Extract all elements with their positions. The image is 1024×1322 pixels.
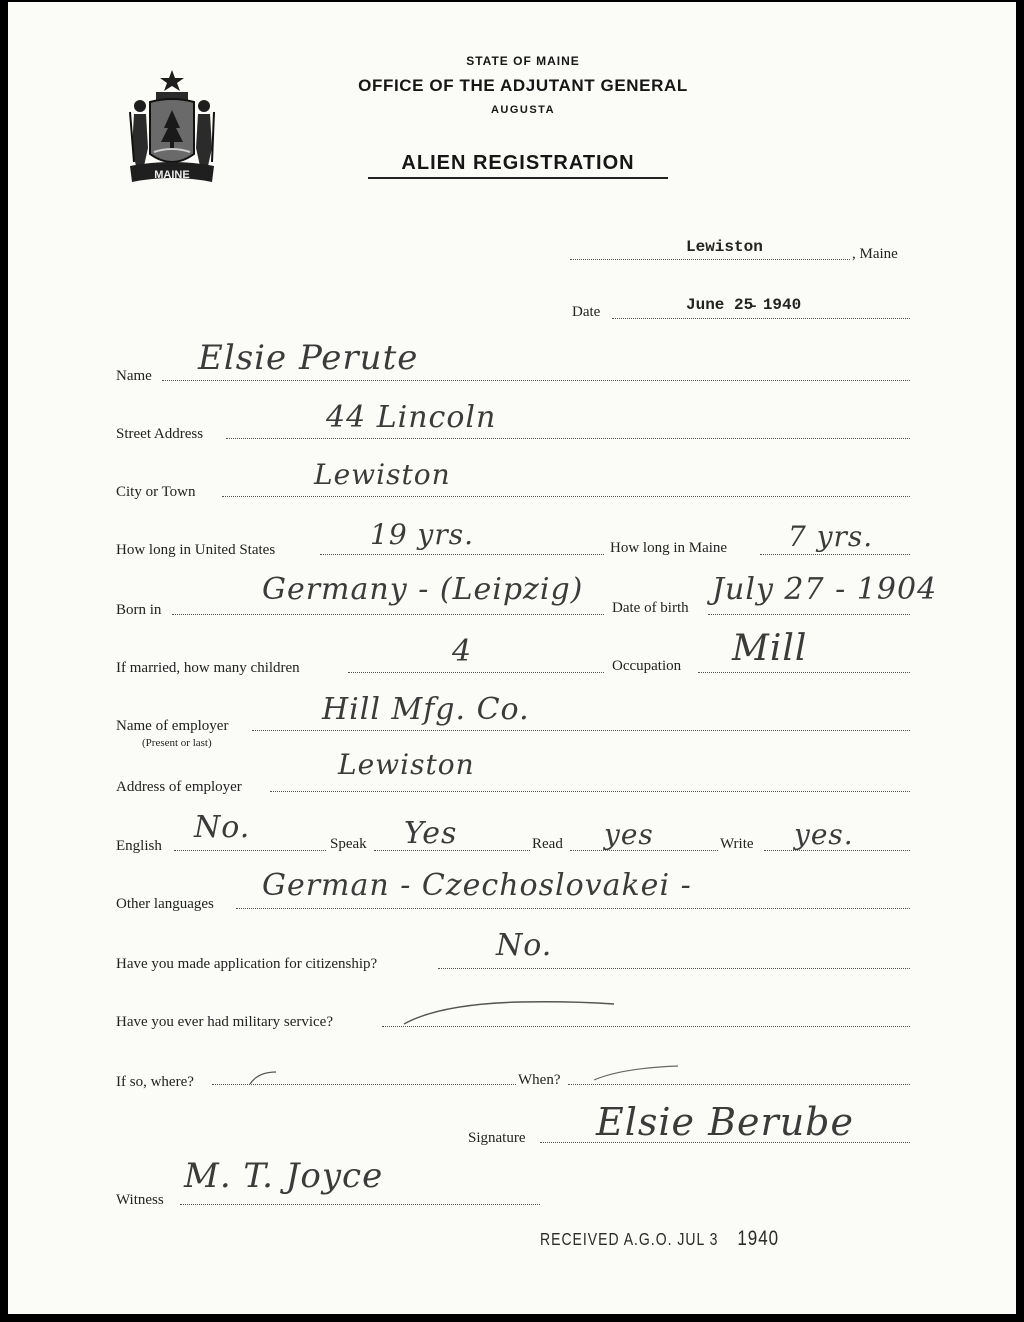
street-line <box>226 438 910 439</box>
date-label: Date <box>572 304 601 320</box>
header-office: OFFICE OF THE ADJUTANT GENERAL <box>358 76 688 95</box>
place-suffix: , Maine <box>852 246 898 262</box>
military-label: Have you ever had military service? <box>116 1014 333 1030</box>
employer-address-label: Address of employer <box>116 779 242 795</box>
maine-duration-line <box>760 554 910 555</box>
write-label: Write <box>720 836 754 852</box>
citizenship-value: No. <box>496 928 553 963</box>
name-line <box>162 380 910 381</box>
received-stamp-year: 1940 <box>737 1226 780 1250</box>
employer-label: Name of employer <box>116 718 229 734</box>
witness-line <box>180 1204 540 1205</box>
svg-text:MAINE: MAINE <box>154 169 190 181</box>
other-languages-line <box>236 908 910 909</box>
children-value: 4 <box>452 634 473 669</box>
born-label: Born in <box>116 602 162 618</box>
when-line <box>568 1084 910 1085</box>
us-duration-label: How long in United States <box>116 542 276 558</box>
where-pen-stroke <box>248 1068 308 1086</box>
born-value: Germany - (Leipzig) <box>262 572 584 607</box>
maine-duration-value: 7 yrs. <box>788 520 874 553</box>
english-value: No. <box>194 810 251 845</box>
header-state: STATE OF MAINE <box>466 54 580 68</box>
date-line <box>612 318 910 319</box>
children-label: If married, how many children <box>116 660 300 676</box>
received-stamp-text: RECEIVED A.G.O. JUL 3 <box>540 1228 719 1249</box>
born-line <box>172 614 604 615</box>
employer-sublabel: (Present or last) <box>142 737 212 749</box>
read-value: yes <box>604 818 654 851</box>
dob-label: Date of birth <box>612 600 689 616</box>
write-value: yes. <box>794 818 854 851</box>
dob-line <box>708 614 910 615</box>
name-value: Elsie Perute <box>198 338 419 378</box>
read-label: Read <box>532 836 563 852</box>
where-label: If so, where? <box>116 1074 194 1090</box>
place-line <box>570 259 850 260</box>
occupation-label: Occupation <box>612 658 682 674</box>
place-value: Lewiston <box>686 238 763 256</box>
citizenship-line <box>438 968 910 969</box>
employer-line <box>252 730 910 731</box>
occupation-value: Mill <box>732 628 808 669</box>
other-languages-label: Other languages <box>116 896 214 912</box>
other-languages-value: German - Czechoslovakei - <box>262 868 692 903</box>
form-title: ALIEN REGISTRATION <box>368 152 668 179</box>
english-label: English <box>116 838 162 854</box>
signature-value: Elsie Berube <box>596 1100 854 1144</box>
signature-label: Signature <box>468 1130 526 1146</box>
speak-label: Speak <box>330 836 367 852</box>
when-label: When? <box>518 1072 561 1088</box>
header-city: AUGUSTA <box>490 104 556 116</box>
employer-address-line <box>270 791 910 792</box>
employer-address-value: Lewiston <box>338 748 475 781</box>
english-line <box>174 850 326 851</box>
street-label: Street Address <box>116 426 204 442</box>
employer-value: Hill Mfg. Co. <box>322 692 530 727</box>
maine-state-seal <box>120 66 224 190</box>
maine-duration-label: How long in Maine <box>610 540 728 556</box>
city-value: Lewiston <box>314 458 451 491</box>
received-stamp <box>540 1226 779 1251</box>
date-value: June 25̵ 1940 <box>686 296 802 314</box>
dob-value: July 27 - 1904 <box>712 572 938 607</box>
witness-label: Witness <box>116 1192 164 1208</box>
witness-value: M. T. Joyce <box>184 1156 384 1196</box>
speak-value: Yes <box>404 816 458 851</box>
street-value: 44 Lincoln <box>326 400 497 435</box>
citizenship-label: Have you made application for citizenship? <box>116 956 378 972</box>
name-label: Name <box>116 368 152 384</box>
children-line <box>348 672 604 673</box>
occupation-line <box>698 672 910 673</box>
when-pen-stroke <box>592 1062 682 1082</box>
us-duration-value: 19 yrs. <box>370 518 475 551</box>
registration-form <box>8 2 1016 1314</box>
military-pen-stroke <box>400 998 620 1028</box>
city-line <box>222 496 910 497</box>
city-label: City or Town <box>116 484 196 500</box>
us-duration-line <box>320 554 604 555</box>
